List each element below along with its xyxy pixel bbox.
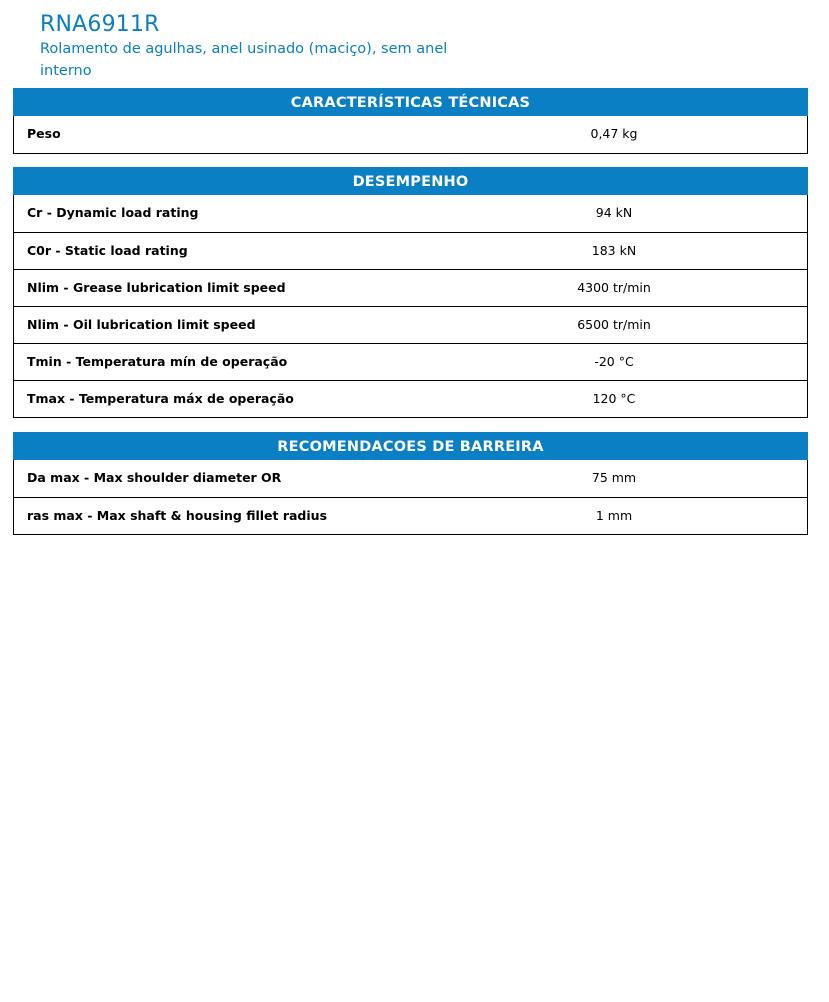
- spec-label: Da max - Max shoulder diameter OR: [27, 470, 282, 485]
- product-code: RNA6911R: [40, 12, 160, 37]
- table-row: [14, 116, 807, 153]
- spec-value: -20 °C: [594, 354, 634, 369]
- spec-label: ras max - Max shaft & housing fillet radius: [27, 508, 328, 523]
- table-row: [14, 460, 807, 497]
- spec-table: [13, 116, 808, 154]
- spec-value: 94 kN: [595, 205, 633, 220]
- section-title: CARACTERÍSTICAS TÉCNICAS: [13, 88, 808, 116]
- table-row: [14, 269, 807, 306]
- spec-label: Nlim - Oil lubrication limit speed: [27, 317, 256, 332]
- table-row: [14, 497, 807, 534]
- product-description: Rolamento de agulhas, anel usinado (maciço), sem anel interno: [40, 41, 448, 79]
- table-row: [14, 306, 807, 343]
- spec-value: 0,47 kg: [590, 126, 638, 141]
- spec-label: Peso: [27, 126, 61, 141]
- section-performance: [13, 167, 808, 418]
- spec-value: 4300 tr/min: [577, 280, 651, 295]
- spec-table: [13, 195, 808, 418]
- section-title: RECOMENDACOES DE BARREIRA: [13, 432, 808, 460]
- product-header: [40, 12, 480, 82]
- table-row: [14, 380, 807, 417]
- spec-label: Nlim - Grease lubrication limit speed: [27, 280, 286, 295]
- table-row: [14, 232, 807, 269]
- table-row: [14, 343, 807, 380]
- spec-value: 183 kN: [591, 243, 637, 258]
- table-row: [14, 195, 807, 232]
- spec-value: 1 mm: [595, 508, 633, 523]
- spec-value: 120 °C: [592, 391, 636, 406]
- spec-label: Tmax - Temperatura máx de operação: [27, 391, 294, 406]
- section-title: DESEMPENHO: [13, 167, 808, 195]
- section-barrier-recommendations: [13, 432, 808, 535]
- spec-label: Cr - Dynamic load rating: [27, 205, 199, 220]
- spec-value: 75 mm: [591, 470, 637, 485]
- spec-label: C0r - Static load rating: [27, 243, 188, 258]
- spec-table: [13, 460, 808, 535]
- spec-label: Tmin - Temperatura mín de operação: [27, 354, 288, 369]
- spec-value: 6500 tr/min: [577, 317, 651, 332]
- section-technical-characteristics: [13, 88, 808, 154]
